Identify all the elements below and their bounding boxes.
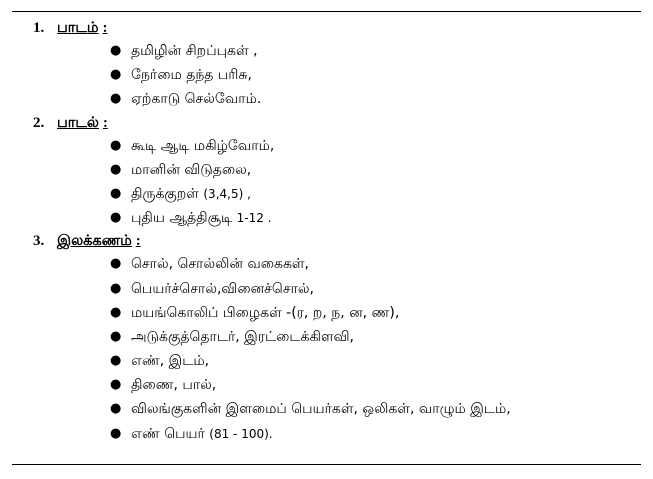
section-lessons [0,17,653,112]
section-title: இலக்கணம் : [57,233,141,250]
bullet-icon: ● [110,43,122,58]
section-title: பாடம் : [57,20,108,36]
section-poems [0,112,653,231]
bullet-icon: ● [110,91,122,107]
list-item: ● தமிழின் சிறப்புகள் , [0,39,653,63]
section-heading [0,112,653,134]
list-item: ● கூடி ஆடி மகிழ்வோம், [0,134,653,158]
item-note: 1-12 . [236,211,272,226]
bullet-icon: ● [110,328,122,344]
list-item: ● ஏற்காடு செல்வோம். [0,87,653,111]
section-number: 1. [33,20,45,36]
section-title: பாடல் : [57,114,108,131]
list-item: ● எண், இடம், [0,349,653,373]
section-number: 3. [33,233,45,250]
item-note: (81 - 100). [209,426,273,441]
section-items [0,252,653,446]
bullet-icon: ● [110,377,122,393]
bullet-icon: ● [110,185,122,201]
section-number: 2. [33,114,45,131]
list-item: ● எண் பெயர் (81 - 100). [0,422,653,446]
top-rule [12,11,641,12]
list-item: ● சொல், சொல்லின் வகைகள், [0,252,653,276]
bullet-icon: ● [110,67,122,83]
bullet-icon: ● [110,210,122,226]
section-items [0,39,653,112]
bullet-icon: ● [110,161,122,177]
list-item: ● திருக்குறள் (3,4,5) , [0,182,653,206]
item-note: (3,4,5) , [203,186,251,201]
section-heading [0,230,653,252]
bullet-icon: ● [110,425,122,441]
section-items [0,134,653,231]
bullet-icon: ● [110,401,122,417]
section-heading [0,17,653,39]
bottom-rule [12,464,641,465]
list-item: ● அடுக்குத்தொடர், இரட்டைக்கிளவி, [0,325,653,349]
syllabus-list [0,17,653,446]
bullet-icon: ● [110,256,122,272]
list-item: ● புதிய ஆத்திசூடி 1-12 . [0,206,653,230]
bullet-icon: ● [110,137,122,153]
list-item: ● திணை, பால், [0,373,653,397]
bullet-icon: ● [110,280,122,296]
section-grammar [0,230,653,446]
list-item: ● விலங்குகளின் இளமைப் பெயர்கள், ஒலிகள், வாழும் இடம், [0,397,653,421]
list-item: ● நேர்மை தந்த பரிசு, [0,63,653,87]
bullet-icon: ● [110,353,122,369]
list-item: ● மானின் விடுதலை, [0,158,653,182]
list-item: ● பெயர்ச்சொல்,வினைச்சொல், [0,277,653,301]
list-item: ● மயங்கொலிப் பிழைகள் -(ர, ற, ந, ன, ண), [0,301,653,325]
bullet-icon: ● [110,304,122,320]
